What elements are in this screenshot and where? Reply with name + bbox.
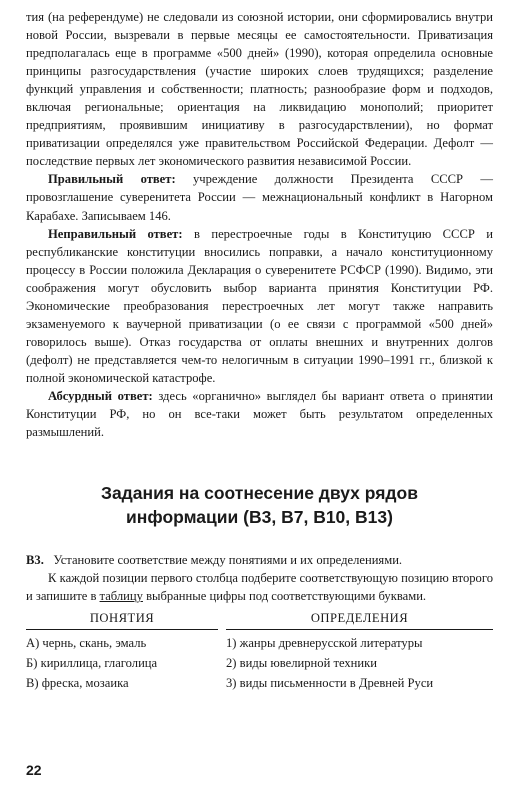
answer-absurd-text: здесь «органично» выглядел бы вариант ответа о принятии Конституции РФ, но он все-таки может быть результатом определенных размышлений.	[26, 388, 493, 440]
answer-absurd	[26, 387, 493, 441]
concept-item: В) фреска, мозаика	[26, 676, 129, 691]
section-heading-line1: Задания на соотнесение двух рядов	[100, 483, 418, 504]
definition-item: 1) жанры древнерусской литературы	[226, 636, 423, 651]
answer-incorrect-text: в перестроечные годы в Конституцию СССР и республиканские конституции вносились поправки, а начало конституционному процессу в России положила Декларация о суверенитете РСФСР (1990). Видимо, эти соображения могут обусловить выбор варианта принятия Конституции РФ. Экономические преобразования перестроечных лет могут также направить экзаменуемого к ваучерной приватизации (о ее связи с программой «500 дней» говорилось выше). Отказ государства от оплаты внешних и внутренних долгов (дефолт) не представляется чем-то нелогичным в ситуации 1990–1991 гг., близкой к полной экономической катастрофе.	[26, 226, 494, 385]
task-text-after: выбранные цифры под соответствующими буквами.	[142, 589, 427, 604]
matching-table	[26, 609, 493, 694]
answer-incorrect	[26, 225, 493, 387]
task-label: В3.	[26, 553, 44, 568]
section-heading-line2: информации (В3, В7, В10, В13)	[126, 507, 393, 528]
concepts-header: ПОНЯТИЯ	[26, 609, 218, 630]
answer-absurd-lead: Абсурдный ответ:	[48, 388, 153, 403]
task-instruction	[26, 551, 493, 569]
answer-correct	[26, 170, 493, 224]
page-number: 22	[26, 762, 42, 778]
table-link[interactable]: таблицу	[99, 589, 143, 604]
answer-incorrect-lead: Неправильный ответ:	[48, 226, 183, 241]
task-text-before: К каждой позиции первого столбца подберите соответствующую позицию второго и запишите в	[26, 571, 493, 604]
concept-item: А) чернь, скань, эмаль	[26, 636, 147, 651]
section-heading	[26, 481, 493, 529]
task-description	[26, 569, 493, 605]
definitions-header: ОПРЕДЕЛЕНИЯ	[226, 609, 493, 630]
concepts-column	[26, 609, 226, 694]
definition-item: 2) виды ювелирной техники	[226, 656, 378, 671]
concept-item: Б) кириллица, глаголица	[26, 656, 158, 671]
definitions-column	[226, 609, 493, 694]
intro-paragraph: тия (на референдуме) не следовали из союзной истории, они сформировались внутри новой России, вызревали в первые месяцы ее самостоятельности. Приватизация предполагалась еще в программе «500 дней» (1990), которая определила основные принципы разгосударствления (участие широких слоев трудящихся; разделение функций управления и собственности; платность; разнообразие форм и подходов, включая региональные; ориентация на ликвидацию монополий; приоритет предприятиям, проявившим инициативу в разгосударствлении), но формат приватизации определялся уже правительством Российской Федерации. Дефолт — последствие первых лет экономического развития независимой России.	[26, 10, 493, 169]
answer-correct-text: учреждение должности Президента СССР — провозглашение суверенитета России — межнациональный конфликт в Нагорном Карабахе. Записываем 146.	[26, 172, 493, 223]
task-instruction-text: Установите соответствие между понятиями и их определениями.	[53, 553, 403, 568]
answer-correct-lead: Правильный ответ:	[48, 172, 176, 187]
definition-item: 3) виды письменности в Древней Руси	[226, 676, 434, 691]
